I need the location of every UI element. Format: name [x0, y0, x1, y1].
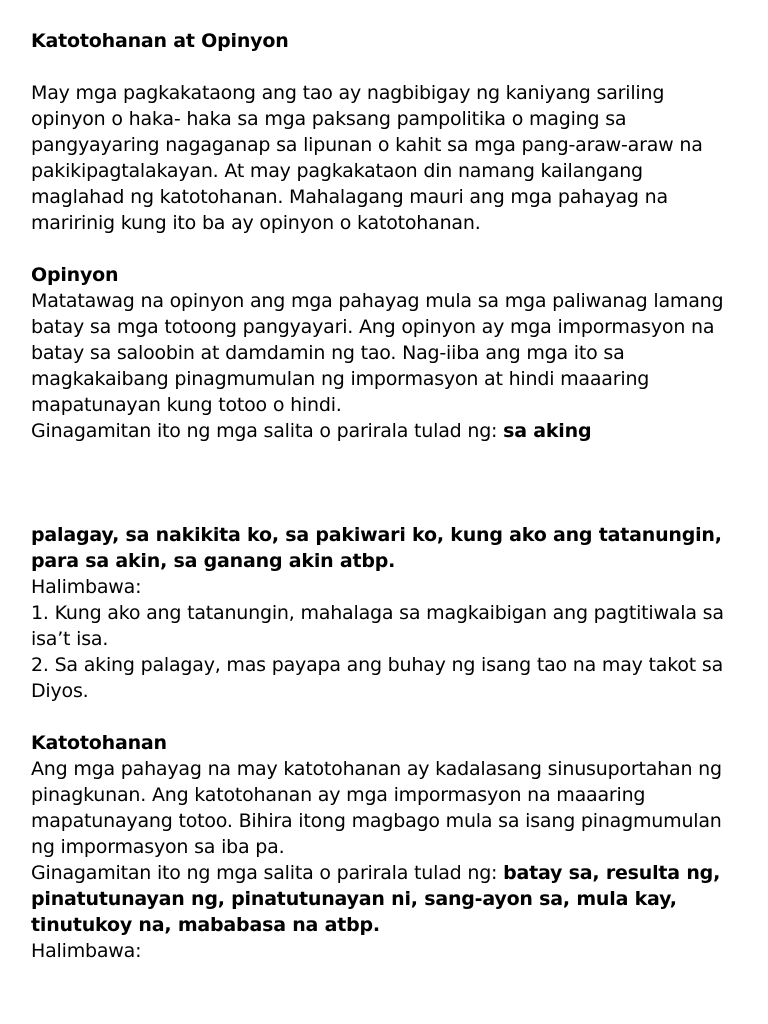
- opinyon-usage-keywords: sa aking: [503, 420, 592, 442]
- opinyon-example-line: 1. Kung ako ang tatanungin, mahalaga sa magkaibigan ang pagtitiwala sa: [31, 602, 724, 624]
- opinyon-example-line: Diyos.: [31, 680, 89, 702]
- opinyon-section: [31, 262, 743, 704]
- intro-line: pakikipagtalakayan. At may pagkakataon din namang kailangang: [31, 160, 643, 182]
- opinyon-line: batay sa mga totoong pangyayari. Ang opinyon ay mga impormasyon na: [31, 316, 715, 338]
- opinyon-example-line: 2. Sa aking palagay, mas payapa ang buhay ng isang tao na may takot sa: [31, 654, 724, 676]
- opinyon-usage-line: [31, 418, 743, 444]
- katotohanan-keywords-line: tinutukoy na, mababasa na atbp.: [31, 914, 380, 936]
- katotohanan-usage-keywords: batay sa, resulta ng,: [503, 862, 721, 884]
- intro-line: pangyayaring nagaganap sa lipunan o kahit sa mga pang-araw-araw na: [31, 134, 703, 156]
- katotohanan-line: ng impormasyon sa iba pa.: [31, 836, 285, 858]
- katotohanan-heading: Katotohanan: [31, 732, 167, 754]
- katotohanan-example-label: Halimbawa:: [31, 940, 142, 962]
- katotohanan-line: mapatunayang totoo. Bihira itong magbago mula sa isang pinagmumulan: [31, 810, 722, 832]
- opinyon-example-label: Halimbawa:: [31, 576, 142, 598]
- opinyon-keywords-line: palagay, sa nakikita ko, sa pakiwari ko, kung ako ang tatanungin,: [31, 524, 722, 546]
- opinyon-line: mapatunayan kung totoo o hindi.: [31, 394, 342, 416]
- katotohanan-usage-line: [31, 860, 743, 886]
- opinyon-example-line: isa’t isa.: [31, 628, 109, 650]
- katotohanan-line: Ang mga pahayag na may katotohanan ay kadalasang sinusuportahan ng: [31, 758, 722, 780]
- opinyon-line: Matatawag na opinyon ang mga pahayag mula sa mga paliwanag lamang: [31, 290, 724, 312]
- opinyon-heading: Opinyon: [31, 264, 119, 286]
- katotohanan-usage-text: Ginagamitan ito ng mga salita o parirala tulad ng:: [31, 862, 504, 884]
- opinyon-usage-text: Ginagamitan ito ng mga salita o parirala tulad ng:: [31, 420, 504, 442]
- opinyon-line: batay sa saloobin at damdamin ng tao. Nag-iiba ang mga ito sa: [31, 342, 625, 364]
- intro-paragraph: [31, 80, 743, 236]
- intro-line: maglahad ng katotohanan. Mahalagang mauri ang mga pahayag na: [31, 186, 668, 208]
- katotohanan-line: pinagkunan. Ang katotohanan ay mga impormasyon na maaaring: [31, 784, 646, 806]
- opinyon-line: magkakaibang pinagmumulan ng impormasyon at hindi maaaring: [31, 368, 650, 390]
- intro-line: opinyon o haka- haka sa mga paksang pampolitika o maging sa: [31, 108, 627, 130]
- intro-line: May mga pagkakataong ang tao ay nagbibigay ng kaniyang sariling: [31, 82, 665, 104]
- katotohanan-keywords-line: pinatutunayan ng, pinatutunayan ni, sang-ayon sa, mula kay,: [31, 888, 677, 910]
- document-page: [31, 0, 743, 964]
- document-title: Katotohanan at Opinyon: [31, 30, 289, 52]
- intro-line: maririnig kung ito ba ay opinyon o katotohanan.: [31, 212, 481, 234]
- opinyon-keywords-line: para sa akin, sa ganang akin atbp.: [31, 550, 396, 572]
- katotohanan-section: [31, 730, 743, 964]
